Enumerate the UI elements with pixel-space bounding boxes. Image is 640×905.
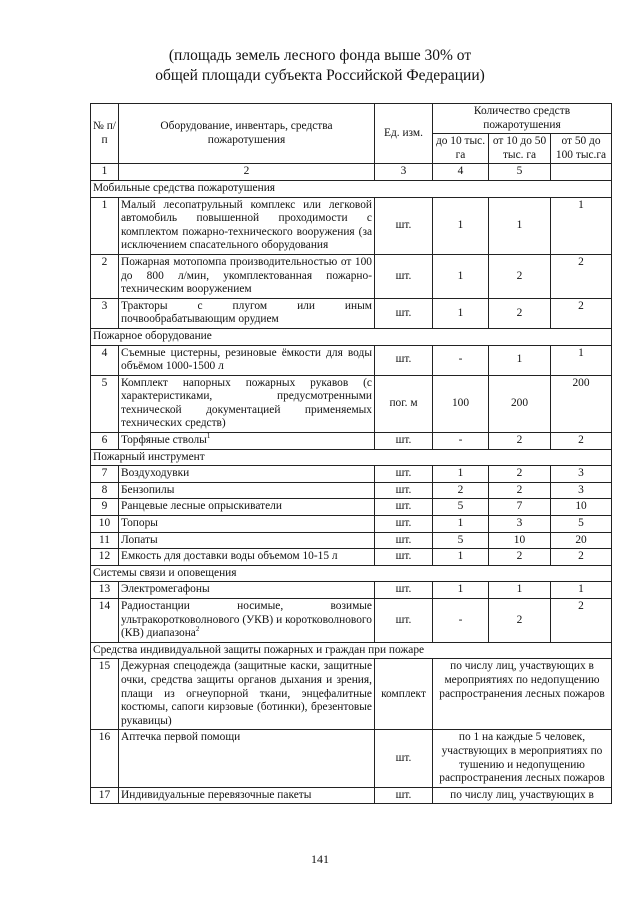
row-qty-b: 2	[489, 549, 551, 566]
row-number: 12	[91, 549, 119, 566]
header-col-b: от 10 до 50 тыс. га	[489, 134, 551, 164]
column-number-row	[91, 164, 612, 181]
row-number: 11	[91, 532, 119, 549]
row-qty-c: 2	[551, 298, 612, 328]
row-equipment-name	[119, 599, 375, 643]
section-row	[91, 565, 612, 582]
row-unit: шт.	[375, 254, 433, 298]
row-qty-b: 2	[489, 254, 551, 298]
row-unit: шт.	[375, 582, 433, 599]
row-quantity-note: по числу лиц, участвующих в мероприятиях по недопущению распространения лесных пожаров	[433, 659, 612, 730]
row-equipment-text: Торфяные стволы	[121, 434, 207, 447]
row-equipment-name	[119, 499, 375, 516]
table-row	[91, 582, 612, 599]
table-caption	[0, 46, 640, 86]
row-number: 10	[91, 516, 119, 533]
equipment-table	[90, 103, 612, 804]
row-equipment-text: Дежурная спецодежда (защитные каски, защитные очки, средства защиты органов дыхания и зрения, плащи из огнеупорной ткани, энцефалитные костюмы, сапоги кирзовые (ботинки), брезентовые рукавицы)	[121, 660, 372, 727]
row-equipment-text: Топоры	[121, 517, 158, 530]
row-equipment-text: Аптечка первой помощи	[121, 731, 241, 744]
section-title: Пожарное оборудование	[91, 328, 612, 345]
section-row	[91, 642, 612, 659]
header-equipment: Оборудование, инвентарь, средства пожаротушения	[119, 104, 375, 164]
section-row	[91, 449, 612, 466]
row-equipment-name	[119, 345, 375, 375]
row-equipment-text: Съемные цистерны, резиновые ёмкости для воды объёмом 1000-1500 л	[121, 346, 372, 373]
row-number: 8	[91, 482, 119, 499]
row-qty-b: 2	[489, 466, 551, 483]
row-qty-a: -	[433, 345, 489, 375]
row-unit: пог. м	[375, 375, 433, 432]
header-col-a: до 10 тыс. га	[433, 134, 489, 164]
footnote-marker: 2	[195, 625, 200, 634]
row-number: 16	[91, 730, 119, 787]
table-row	[91, 345, 612, 375]
section-row	[91, 180, 612, 197]
row-quantity-note: по числу лиц, участвующих в	[433, 787, 612, 804]
row-unit: шт.	[375, 549, 433, 566]
table-row	[91, 532, 612, 549]
row-qty-a: 2	[433, 482, 489, 499]
row-qty-a: 5	[433, 499, 489, 516]
table-row	[91, 433, 612, 450]
row-equipment-name	[119, 787, 375, 804]
row-equipment-text: Радиостанции носимые, возимые ультракоротковолнового (УКВ) и коротковолнового (КВ) диапазона	[121, 600, 372, 640]
row-unit: комплект	[375, 659, 433, 730]
row-qty-b: 10	[489, 532, 551, 549]
row-unit: шт.	[375, 345, 433, 375]
row-qty-a: 1	[433, 466, 489, 483]
section-title: Мобильные средства пожаротушения	[91, 180, 612, 197]
row-equipment-name	[119, 375, 375, 432]
row-qty-b: 2	[489, 433, 551, 450]
row-number: 4	[91, 345, 119, 375]
row-qty-a: -	[433, 433, 489, 450]
table-row	[91, 298, 612, 328]
table-row	[91, 482, 612, 499]
row-quantity-note: по 1 на каждые 5 человек, участвующих в мероприятиях по тушению и недопущению распространения лесных пожаров	[433, 730, 612, 787]
row-number: 9	[91, 499, 119, 516]
row-unit: шт.	[375, 499, 433, 516]
row-unit: шт.	[375, 298, 433, 328]
row-unit: шт.	[375, 787, 433, 804]
row-qty-c: 2	[551, 254, 612, 298]
row-equipment-text: Малый лесопатрульный комплекс или легковой автомобиль повышенной проходимости с комплектом пожарно-технического вооружения (за исключением спасательного оборудования	[121, 198, 372, 252]
row-qty-b: 2	[489, 298, 551, 328]
colnum-5: 5	[489, 164, 551, 181]
row-equipment-name	[119, 482, 375, 499]
row-equipment-name	[119, 197, 375, 254]
table-row	[91, 549, 612, 566]
row-qty-c: 3	[551, 466, 612, 483]
row-unit: шт.	[375, 532, 433, 549]
colnum-3: 3	[375, 164, 433, 181]
row-number: 17	[91, 787, 119, 804]
row-qty-a: 1	[433, 549, 489, 566]
row-qty-a: 100	[433, 375, 489, 432]
row-number: 7	[91, 466, 119, 483]
row-number: 3	[91, 298, 119, 328]
row-qty-c: 1	[551, 345, 612, 375]
row-equipment-text: Индивидуальные перевязочные пакеты	[121, 788, 312, 801]
colnum-1: 1	[91, 164, 119, 181]
header-row	[91, 104, 612, 134]
table-row	[91, 254, 612, 298]
header-unit: Ед. изм.	[375, 104, 433, 164]
row-unit: шт.	[375, 599, 433, 643]
row-qty-c: 2	[551, 599, 612, 643]
row-qty-c: 20	[551, 532, 612, 549]
row-qty-a: 1	[433, 298, 489, 328]
table-row	[91, 730, 612, 787]
table-row	[91, 787, 612, 804]
row-equipment-text: Емкость для доставки воды объемом 10-15 л	[121, 550, 338, 563]
caption-line-1: (площадь земель лесного фонда выше 30% от	[168, 47, 472, 64]
row-qty-c: 3	[551, 482, 612, 499]
row-equipment-text: Воздуходувки	[121, 467, 190, 480]
row-qty-b: 200	[489, 375, 551, 432]
row-number: 13	[91, 582, 119, 599]
row-equipment-name	[119, 549, 375, 566]
row-qty-c: 2	[551, 549, 612, 566]
row-number: 1	[91, 197, 119, 254]
row-qty-a: 1	[433, 582, 489, 599]
row-unit: шт.	[375, 197, 433, 254]
row-qty-a: 1	[433, 516, 489, 533]
row-equipment-text: Ранцевые лесные опрыскиватели	[121, 500, 282, 513]
row-unit: шт.	[375, 433, 433, 450]
row-equipment-text: Электромегафоны	[121, 583, 210, 596]
row-number: 15	[91, 659, 119, 730]
section-title: Пожарный инструмент	[91, 449, 612, 466]
footnote-marker: 1	[206, 432, 211, 441]
row-equipment-name	[119, 466, 375, 483]
section-title: Средства индивидуальной защиты пожарных и граждан при пожаре	[91, 642, 612, 659]
table-row	[91, 197, 612, 254]
header-quantity: Количество средств пожаротушения	[433, 104, 612, 134]
row-unit: шт.	[375, 466, 433, 483]
row-qty-a: -	[433, 599, 489, 643]
row-qty-b: 1	[489, 345, 551, 375]
row-equipment-text: Лопаты	[121, 533, 158, 546]
row-equipment-name	[119, 433, 375, 450]
row-qty-b: 7	[489, 499, 551, 516]
colnum-empty	[551, 164, 612, 181]
section-title: Системы связи и оповещения	[91, 565, 612, 582]
row-equipment-name	[119, 516, 375, 533]
row-qty-b: 2	[489, 482, 551, 499]
table-row	[91, 599, 612, 643]
row-qty-a: 1	[433, 197, 489, 254]
table-row	[91, 516, 612, 533]
colnum-2: 2	[119, 164, 375, 181]
row-number: 5	[91, 375, 119, 432]
row-equipment-name	[119, 532, 375, 549]
row-equipment-text: Бензопилы	[121, 483, 175, 496]
row-equipment-name	[119, 298, 375, 328]
row-number: 6	[91, 433, 119, 450]
row-equipment-name	[119, 730, 375, 787]
row-qty-c: 10	[551, 499, 612, 516]
colnum-4: 4	[433, 164, 489, 181]
row-qty-c: 200	[551, 375, 612, 432]
row-qty-c: 1	[551, 582, 612, 599]
page-number: 141	[311, 852, 329, 866]
table-row	[91, 375, 612, 432]
row-unit: шт.	[375, 482, 433, 499]
header-num: № п/п	[91, 104, 119, 164]
row-equipment-name	[119, 659, 375, 730]
row-qty-b: 1	[489, 197, 551, 254]
table-row	[91, 466, 612, 483]
caption-line-2: общей площади субъекта Российской Федерации)	[155, 67, 485, 84]
header-col-c: от 50 до 100 тыс.га	[551, 134, 612, 164]
row-equipment-text: Тракторы с плугом или иным почвообрабатывающим орудием	[121, 299, 372, 326]
row-unit: шт.	[375, 730, 433, 787]
row-number: 2	[91, 254, 119, 298]
row-unit: шт.	[375, 516, 433, 533]
row-qty-b: 2	[489, 599, 551, 643]
row-equipment-name	[119, 254, 375, 298]
table-row	[91, 499, 612, 516]
row-equipment-text: Пожарная мотопомпа производительностью от 100 до 800 л/мин, укомплектованная пожарно-техническим вооружением	[121, 255, 372, 296]
section-row	[91, 328, 612, 345]
row-equipment-text: Комплект напорных пожарных рукавов (с характеристиками, предусмотренными технической документацией применяемых технических средств)	[121, 376, 372, 430]
row-qty-b: 1	[489, 582, 551, 599]
row-equipment-name	[119, 582, 375, 599]
row-qty-b: 3	[489, 516, 551, 533]
row-qty-c: 1	[551, 197, 612, 254]
row-qty-c: 2	[551, 433, 612, 450]
row-number: 14	[91, 599, 119, 643]
row-qty-a: 1	[433, 254, 489, 298]
row-qty-a: 5	[433, 532, 489, 549]
table-row	[91, 659, 612, 730]
row-qty-c: 5	[551, 516, 612, 533]
